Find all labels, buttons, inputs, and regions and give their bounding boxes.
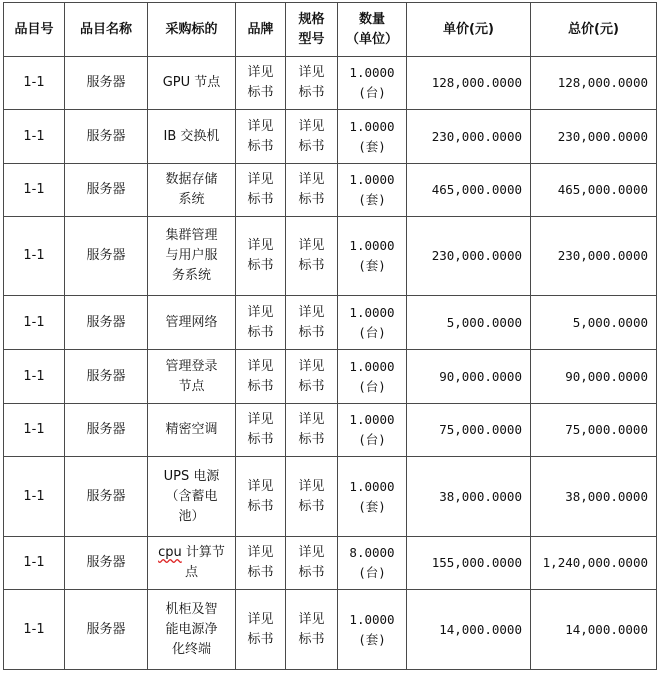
cell-total-price: 14,000.0000 (531, 590, 657, 670)
procurement-table (3, 2, 657, 670)
cell-unit-price: 5,000.0000 (407, 296, 531, 350)
header-row (4, 3, 657, 57)
cell-target: 精密空调 (148, 404, 236, 457)
table-row (4, 110, 657, 164)
table-row (4, 457, 657, 537)
cell-target: 集群管理 与用户服 务系统 (148, 217, 236, 296)
cell-unit-price: 465,000.0000 (407, 164, 531, 217)
cell-target: IB 交换机 (148, 110, 236, 164)
cell-model: 详见 标书 (286, 404, 338, 457)
cell-item-name: 服务器 (65, 164, 148, 217)
header-unit-price: 单价(元) (407, 3, 531, 57)
cell-item-no: 1-1 (4, 350, 65, 404)
cell-item-name: 服务器 (65, 404, 148, 457)
cell-total-price: 38,000.0000 (531, 457, 657, 537)
cell-item-no: 1-1 (4, 590, 65, 670)
cell-item-name: 服务器 (65, 296, 148, 350)
cell-item-no: 1-1 (4, 404, 65, 457)
cell-brand: 详见 标书 (236, 350, 286, 404)
cell-item-no: 1-1 (4, 457, 65, 537)
cell-qty: 1.0000 (套) (338, 164, 407, 217)
cell-qty: 1.0000 (套) (338, 457, 407, 537)
table-row (4, 57, 657, 110)
cell-item-name: 服务器 (65, 57, 148, 110)
cell-qty: 1.0000 (台) (338, 296, 407, 350)
cell-model: 详见 标书 (286, 457, 338, 537)
cell-item-name: 服务器 (65, 110, 148, 164)
cell-total-price: 1,240,000.0000 (531, 537, 657, 590)
cell-unit-price: 230,000.0000 (407, 217, 531, 296)
header-brand: 品牌 (236, 3, 286, 57)
header-item-name: 品目名称 (65, 3, 148, 57)
cell-model: 详见 标书 (286, 350, 338, 404)
table-row (4, 350, 657, 404)
cell-qty: 1.0000 (台) (338, 404, 407, 457)
header-model: 规格 型号 (286, 3, 338, 57)
spellcheck-word: cpu (158, 545, 182, 560)
cell-model: 详见 标书 (286, 57, 338, 110)
cell-target: 管理登录 节点 (148, 350, 236, 404)
cell-brand: 详见 标书 (236, 404, 286, 457)
cell-unit-price: 14,000.0000 (407, 590, 531, 670)
cell-unit-price: 38,000.0000 (407, 457, 531, 537)
cell-target: 数据存储 系统 (148, 164, 236, 217)
table-row (4, 164, 657, 217)
header-target: 采购标的 (148, 3, 236, 57)
cell-brand: 详见 标书 (236, 217, 286, 296)
cell-model: 详见 标书 (286, 217, 338, 296)
cell-total-price: 128,000.0000 (531, 57, 657, 110)
table-row (4, 217, 657, 296)
cell-model: 详见 标书 (286, 537, 338, 590)
cell-brand: 详见 标书 (236, 590, 286, 670)
target-text: 计算节 点 (184, 545, 225, 580)
cell-unit-price: 75,000.0000 (407, 404, 531, 457)
cell-unit-price: 230,000.0000 (407, 110, 531, 164)
cell-item-name: 服务器 (65, 217, 148, 296)
table-row (4, 296, 657, 350)
cell-qty: 1.0000 (套) (338, 590, 407, 670)
cell-target: 管理网络 (148, 296, 236, 350)
cell-model: 详见 标书 (286, 110, 338, 164)
header-qty: 数量 （单位） (338, 3, 407, 57)
cell-target: GPU 节点 (148, 57, 236, 110)
table-row (4, 590, 657, 670)
cell-model: 详见 标书 (286, 296, 338, 350)
cell-item-name: 服务器 (65, 537, 148, 590)
cell-brand: 详见 标书 (236, 164, 286, 217)
cell-item-name: 服务器 (65, 350, 148, 404)
cell-total-price: 465,000.0000 (531, 164, 657, 217)
cell-brand: 详见 标书 (236, 296, 286, 350)
cell-item-name: 服务器 (65, 457, 148, 537)
cell-qty: 1.0000 (套) (338, 110, 407, 164)
cell-total-price: 5,000.0000 (531, 296, 657, 350)
cell-brand: 详见 标书 (236, 537, 286, 590)
cell-item-no: 1-1 (4, 57, 65, 110)
cell-qty: 1.0000 (套) (338, 217, 407, 296)
table-row (4, 537, 657, 590)
cell-total-price: 90,000.0000 (531, 350, 657, 404)
cell-unit-price: 90,000.0000 (407, 350, 531, 404)
cell-qty: 1.0000 (台) (338, 350, 407, 404)
cell-total-price: 230,000.0000 (531, 110, 657, 164)
cell-total-price: 230,000.0000 (531, 217, 657, 296)
cell-unit-price: 128,000.0000 (407, 57, 531, 110)
cell-item-no: 1-1 (4, 110, 65, 164)
cell-target (148, 537, 236, 590)
header-item-no: 品目号 (4, 3, 65, 57)
cell-target: UPS 电源 （含蓄电 池） (148, 457, 236, 537)
cell-brand: 详见 标书 (236, 457, 286, 537)
table-row (4, 404, 657, 457)
cell-item-no: 1-1 (4, 296, 65, 350)
cell-item-no: 1-1 (4, 217, 65, 296)
cell-unit-price: 155,000.0000 (407, 537, 531, 590)
cell-model: 详见 标书 (286, 590, 338, 670)
header-total-price: 总价(元) (531, 3, 657, 57)
cell-item-no: 1-1 (4, 164, 65, 217)
cell-model: 详见 标书 (286, 164, 338, 217)
cell-qty: 8.0000 (台) (338, 537, 407, 590)
cell-brand: 详见 标书 (236, 110, 286, 164)
cell-item-no: 1-1 (4, 537, 65, 590)
cell-total-price: 75,000.0000 (531, 404, 657, 457)
cell-item-name: 服务器 (65, 590, 148, 670)
cell-target: 机柜及智 能电源净 化终端 (148, 590, 236, 670)
cell-qty: 1.0000 (台) (338, 57, 407, 110)
cell-brand: 详见 标书 (236, 57, 286, 110)
